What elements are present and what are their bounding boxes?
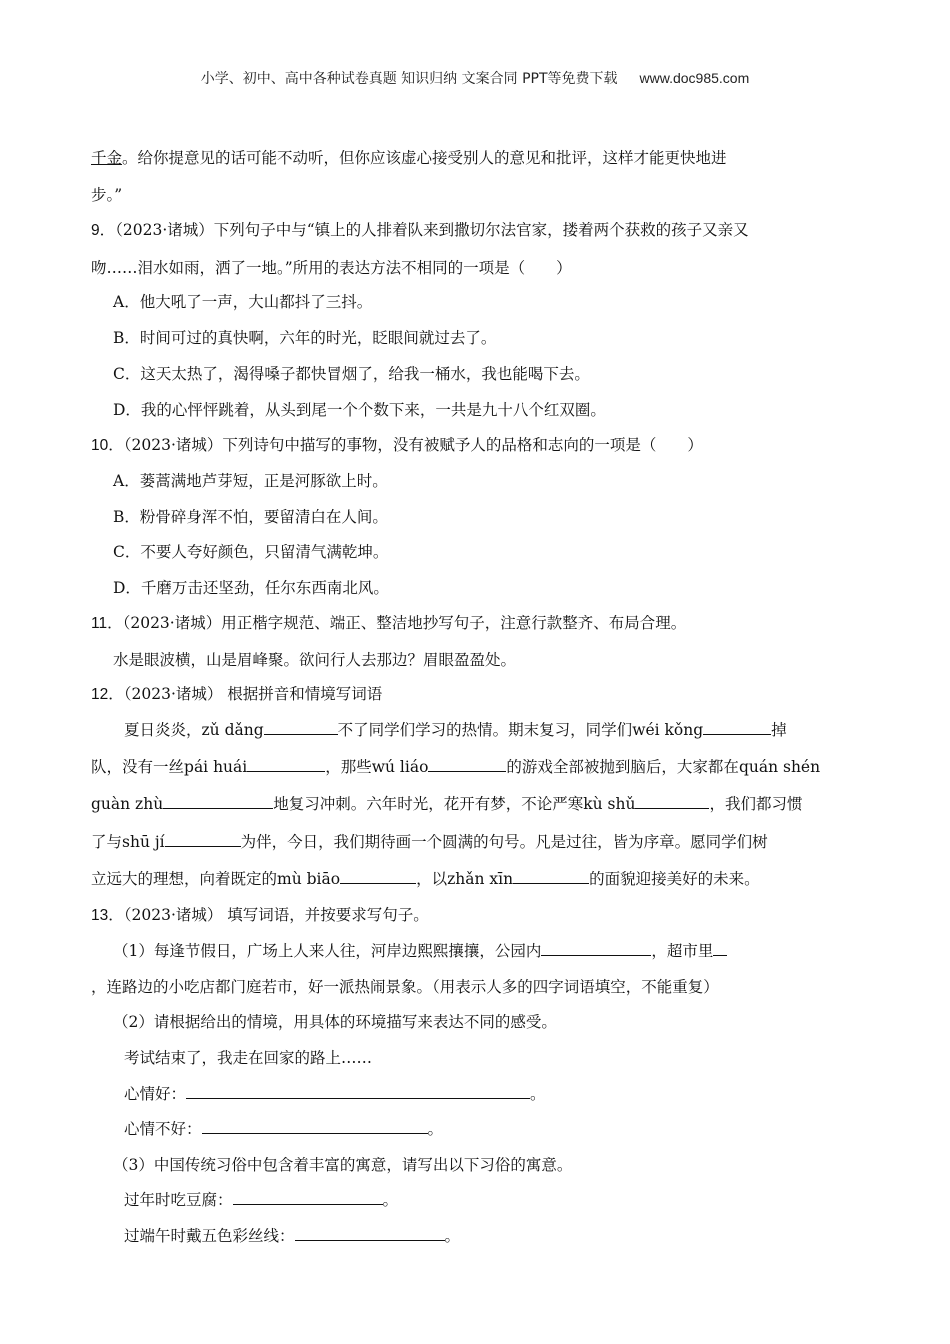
q12-paragraph-line-1: 夏日炎炎，zǔ dǎng 不了同学们学习的热情。期末复习，同学们wéi kǒng 掉 xyxy=(124,721,787,739)
q13-blank-park[interactable] xyxy=(541,941,651,956)
q12-paragraph-line-2: 队，没有一丝pái huái ，那些wú liáo 的游戏全部被抛到脑后，大家都在quán shén xyxy=(91,758,821,776)
answer-blank-8[interactable] xyxy=(340,869,416,884)
underlined-word: 千金 xyxy=(91,149,123,167)
answer-blank-9[interactable] xyxy=(513,869,589,884)
q12-stem: 12．（2023·诸城） 根据拼音和情境写词语 xyxy=(91,685,383,703)
answer-blank-6[interactable] xyxy=(635,794,709,809)
header-site-link[interactable]: www.doc985.com xyxy=(639,70,750,86)
q9-option-b[interactable]: B．时间可过的真快啊，六年的时光，眨眼间就过去了。 xyxy=(113,329,497,347)
page-header xyxy=(0,68,950,88)
q13-good-mood-line: 心情好： 。 xyxy=(124,1085,546,1103)
answer-blank-3[interactable] xyxy=(247,757,325,772)
q13-part2-stem: （2）请根据给出的情境，用具体的环境描写来表达不同的感受。 xyxy=(113,1013,557,1031)
pinyin-7: shū jí xyxy=(122,833,165,851)
pinyin-1: zǔ dǎng xyxy=(201,721,264,739)
q13-silk-line: 过端午时戴五色彩丝线： 。 xyxy=(124,1227,461,1245)
q11-number: 11． xyxy=(91,615,123,632)
answer-blank-1[interactable] xyxy=(264,720,338,735)
q13-part2-scene: 考试结束了，我走在回家的路上…… xyxy=(124,1049,373,1067)
q11-sentence: 水是眼波横，山是眉峰聚。欲问行人去那边？眉眼盈盈处。 xyxy=(113,651,517,669)
q10-option-d[interactable]: D．千磨万击还坚劲，任尔东西南北风。 xyxy=(113,579,389,597)
q13-part3-stem: （3）中国传统习俗中包含着丰富的寓意，请写出以下习俗的寓意。 xyxy=(113,1156,573,1174)
tofu-meaning-blank[interactable] xyxy=(233,1190,383,1205)
pinyin-4: wú liáo xyxy=(371,758,429,776)
q10-number: 10． xyxy=(91,437,124,454)
good-mood-blank[interactable] xyxy=(186,1084,530,1099)
continuation-line-2: 步。” xyxy=(91,186,123,204)
q13-tofu-line: 过年时吃豆腐： 。 xyxy=(124,1191,399,1209)
q12-paragraph-line-4: 了与shū jí 为伴，今日，我们期待画一个圆满的句号。凡是过往，皆为序章。愿同学们树 xyxy=(91,833,768,851)
q13-bad-mood-line: 心情不好： 。 xyxy=(124,1120,444,1138)
answer-blank-2[interactable] xyxy=(703,720,771,735)
answer-blank-4[interactable] xyxy=(428,757,506,772)
q13-stem: 13．（2023·诸城） 填写词语，并按要求写句子。 xyxy=(91,906,429,924)
continuation-line-1: 千金。给你提意见的话可能不动听，但你应该虚心接受别人的意见和批评，这样才能更快地进 xyxy=(91,149,727,167)
q9-option-c[interactable]: C．这天太热了，渴得嗓子都快冒烟了，给我一桶水，我也能喝下去。 xyxy=(113,365,590,383)
q9-option-d[interactable]: D．我的心怦怦跳着，从头到尾一个个数下来，一共是九十八个红双圈。 xyxy=(113,401,606,419)
pinyin-9: zhǎn xīn xyxy=(447,870,514,888)
q13-part1-line-2: ，连路边的小吃店都门庭若市，好一派热闹景象。（用表示人多的四字词语填空，不能重复） xyxy=(91,978,719,996)
q13-blank-supermarket[interactable] xyxy=(713,941,727,956)
q13-number: 13． xyxy=(91,907,124,924)
q10-option-c[interactable]: C．不要人夸好颜色，只留清气满乾坤。 xyxy=(113,543,389,561)
q12-number: 12． xyxy=(91,686,124,703)
pinyin-5b: guàn zhù xyxy=(91,795,164,813)
silk-thread-meaning-blank[interactable] xyxy=(295,1226,445,1241)
q9-option-a[interactable]: A．他大吼了一声，大山都抖了三抖。 xyxy=(113,293,373,311)
pinyin-2: wéi kǒng xyxy=(632,721,704,739)
pinyin-5a: quán shén xyxy=(738,758,821,776)
pinyin-6: kù shǔ xyxy=(583,795,636,813)
q10-option-a[interactable]: A．蒌蒿满地芦芽短，正是河豚欲上时。 xyxy=(113,472,388,490)
q9-stem-line-1: 9．（2023·诸城）下列句子中与“镇上的人排着队来到撒切尔法官家，搂着两个获救的孩子又亲又 xyxy=(91,221,749,239)
pinyin-3: pái huái xyxy=(184,758,248,776)
q12-paragraph-line-5: 立远大的理想，向着既定的mù biāo ，以zhǎn xīn 的面貌迎接美好的未来。 xyxy=(91,870,760,888)
pinyin-8: mù biāo xyxy=(277,870,341,888)
q10-option-b[interactable]: B．粉骨碎身浑不怕，要留清白在人间。 xyxy=(113,508,388,526)
q10-stem: 10．（2023·诸城）下列诗句中描写的事物，没有被赋予人的品格和志向的一项是（ ） xyxy=(91,436,703,454)
q13-part1-line-1: （1）每逢节假日，广场上人来人往，河岸边熙熙攘攘，公园内 ，超市里 xyxy=(113,939,727,961)
q12-paragraph-line-3: guàn zhù 地复习冲刺。六年时光，花开有梦，不论严寒kù shǔ ，我们都习惯 xyxy=(91,795,803,813)
answer-blank-5[interactable] xyxy=(163,794,273,809)
q11-stem: 11．（2023·诸城）用正楷字规范、端正、整洁地抄写句子，注意行款整齐、布局合理。 xyxy=(91,614,687,632)
q9-number: 9． xyxy=(91,222,116,239)
q9-stem-line-2: 吻……泪水如雨，洒了一地。”所用的表达方法不相同的一项是（ ） xyxy=(91,259,572,277)
header-text: 小学、初中、高中各种试卷真题 知识归纳 文案合同 PPT等免费下载 xyxy=(200,71,618,87)
bad-mood-blank[interactable] xyxy=(202,1119,428,1134)
answer-blank-7[interactable] xyxy=(165,832,241,847)
